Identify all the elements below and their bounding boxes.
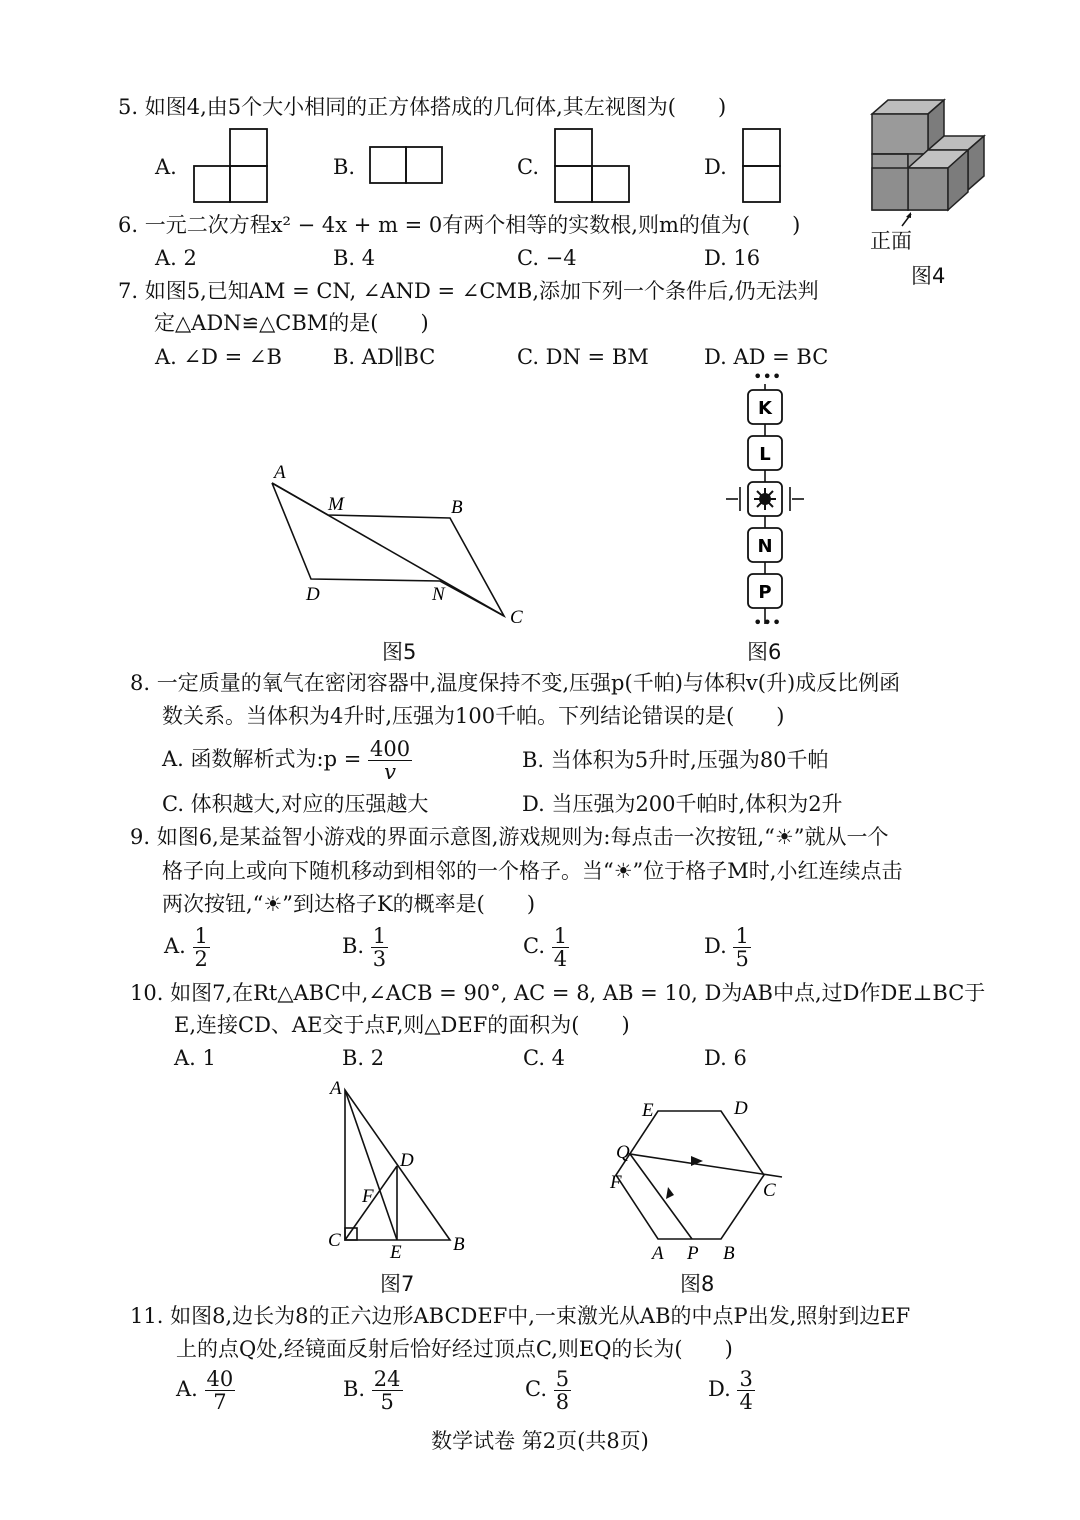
q9-stem-line2: 格子向上或向下随机移动到相邻的一个格子。当“☀”位于格子M时,小红连续点击 [162, 859, 903, 883]
q5-option-b-shape [369, 146, 445, 186]
q6-option-b: B. 4 [333, 246, 376, 270]
q11-stem-line1: 11. 如图8,边长为8的正六边形ABCDEF中,一束激光从AB的中点P出发,照射到边EF [130, 1304, 911, 1328]
q11-option-c: C. $\frac{5}{8}$ [525, 1367, 570, 1414]
q5-stem: 5. 如图4,由5个大小相同的正方体搭成的几何体,其左视图为( ) [118, 95, 727, 119]
figure-7-caption: 图7 [380, 1272, 415, 1296]
q8-option-a: A. 函数解析式为:p = $\frac{400}{v}$ [162, 737, 411, 784]
q9-option-a: A. $\frac{1}{2}$ [164, 924, 208, 971]
sun-icon [754, 488, 776, 510]
fig8-label-e: E [642, 1100, 654, 1121]
q11-option-d: D. $\frac{3}{4}$ [708, 1367, 753, 1414]
figure-4-caption: 图4 [911, 264, 946, 288]
fig8-label-b: B [723, 1243, 735, 1264]
q7-stem-line1: 7. 如图5,已知AM = CN, ∠AND = ∠CMB,添加下列一个条件后,仍无法判 [118, 279, 819, 303]
q11-option-b: B. $\frac{24}{5}$ [343, 1367, 401, 1414]
fig5-label-b: B [451, 497, 463, 518]
q5-option-c: C. [517, 155, 539, 179]
q6-option-d: D. 16 [704, 246, 761, 270]
q10-option-c: C. 4 [523, 1046, 566, 1070]
laser-arrow-up-icon [666, 1187, 674, 1199]
q8-stem-line2: 数关系。当体积为4升时,压强为100千帕。下列结论错误的是( ) [162, 704, 785, 728]
q9-option-d: D. $\frac{1}{5}$ [704, 924, 749, 971]
figure-5-diagram [260, 460, 540, 630]
q7-stem-line2: 定△ADN≌△CBM的是( ) [154, 311, 429, 335]
figure-4-cubes [866, 96, 996, 226]
q9-option-c: C. $\frac{1}{4}$ [523, 924, 568, 971]
cell-k-label: K [758, 398, 772, 419]
q7-option-c: C. DN = BM [517, 345, 649, 369]
cell-n-label: N [757, 536, 773, 557]
fig6-dots-bottom: ••• [753, 613, 782, 632]
fig8-label-q: Q [616, 1142, 630, 1163]
fig5-label-d: D [306, 584, 320, 605]
cell-l-label: L [759, 444, 771, 465]
cell-p-label: P [758, 582, 772, 603]
figure-8-caption: 图8 [680, 1272, 715, 1296]
fig7-label-f: F [362, 1186, 374, 1207]
q10-option-d: D. 6 [704, 1046, 747, 1070]
q9-stem-line1: 9. 如图6,是某益智小游戏的界面示意图,游戏规则为:每点击一次按钮,“☀”就从一个 [130, 825, 889, 849]
fig7-label-a: A [330, 1078, 342, 1099]
q9-option-b: B. $\frac{1}{3}$ [342, 924, 387, 971]
fig7-label-e: E [390, 1242, 402, 1263]
fig5-label-a: A [274, 462, 286, 483]
q8-option-d: D. 当压强为200千帕时,体积为2升 [522, 792, 843, 816]
page-footer: 数学试卷 第2页(共8页) [431, 1429, 649, 1453]
q8-stem-line1: 8. 一定质量的氧气在密闭容器中,温度保持不变,压强p(千帕)与体积v(升)成反比例函 [130, 671, 901, 695]
fig8-label-a: A [652, 1243, 664, 1264]
q8-option-c: C. 体积越大,对应的压强越大 [162, 792, 429, 816]
fig8-label-d: D [734, 1098, 748, 1119]
fig7-label-b: B [453, 1234, 465, 1255]
q10-stem-line1: 10. 如图7,在Rt△ABC中,∠ACB = 90°, AC = 8, AB = 10, D为AB中点,过D作DE⊥BC于 [130, 981, 986, 1005]
q9-stem-line3: 两次按钮,“☀”到达格子K的概率是( ) [162, 892, 536, 916]
q11-option-a: A. $\frac{40}{7}$ [176, 1367, 234, 1414]
fig5-label-m: M [328, 494, 344, 515]
q8-option-b: B. 当体积为5升时,压强为80千帕 [522, 748, 829, 772]
fig5-label-c: C [510, 607, 523, 628]
figure-8-diagram [606, 1096, 796, 1266]
q7-option-b: B. AD∥BC [333, 345, 436, 369]
fig6-dots-top: ••• [753, 367, 782, 386]
q5-option-c-shape [554, 128, 634, 204]
q5-option-b: B. [333, 155, 356, 179]
q5-option-d-shape [742, 128, 784, 204]
q11-stem-line2: 上的点Q处,经镜面反射后恰好经过顶点C,则EQ的长为( ) [176, 1337, 733, 1361]
q10-stem-line2: E,连接CD、AE交于点F,则△DEF的面积为( ) [174, 1013, 630, 1037]
q6-option-c: C. −4 [517, 246, 577, 270]
fig7-label-c: C [328, 1230, 341, 1251]
figure-7-diagram [320, 1074, 480, 1263]
q5-option-a: A. [155, 155, 177, 179]
fig5-label-n: N [432, 584, 445, 605]
q7-option-a: A. ∠D = ∠B [155, 345, 282, 369]
q5-option-d: D. [704, 155, 727, 179]
fig8-label-p: P [687, 1243, 699, 1264]
q6-stem: 6. 一元二次方程x² − 4x + m = 0有两个相等的实数根,则m的值为( ) [118, 213, 801, 237]
q6-option-a: A. 2 [155, 246, 197, 270]
fig8-label-c: C [763, 1180, 776, 1201]
q5-option-a-shape [193, 128, 269, 204]
figure-6-game [720, 384, 810, 634]
q10-option-b: B. 2 [342, 1046, 385, 1070]
q10-option-a: A. 1 [174, 1046, 216, 1070]
figure-4-front-label: 正面 [870, 229, 912, 253]
fig8-label-f: F [610, 1172, 622, 1193]
q7-option-d: D. AD = BC [704, 345, 829, 369]
fig7-label-d: D [400, 1150, 414, 1171]
figure-6-caption: 图6 [747, 640, 782, 664]
figure-5-caption: 图5 [382, 640, 417, 664]
